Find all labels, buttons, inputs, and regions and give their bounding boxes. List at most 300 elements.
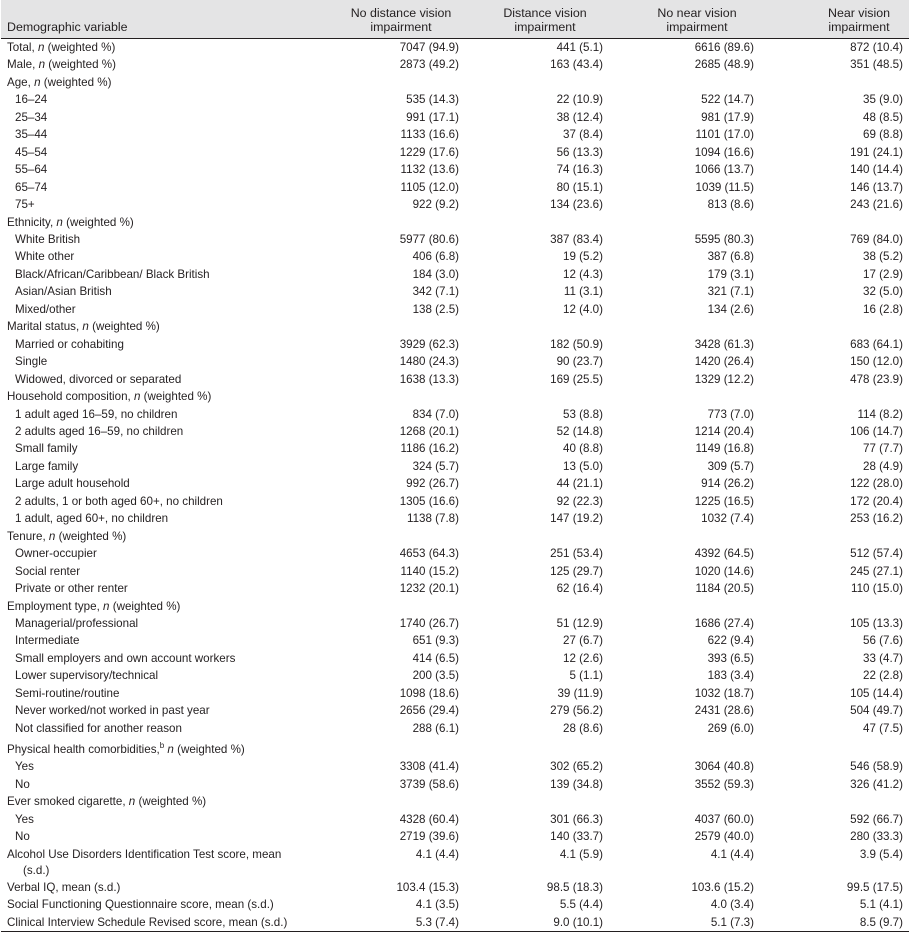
- cell-near-vi: 69 (8.8): [863, 128, 903, 142]
- row-label: Single: [15, 355, 48, 369]
- cell-distance-vi: 53 (8.8): [563, 407, 603, 421]
- cell-no-near-vi: 4.1 (4.4): [710, 847, 754, 861]
- cell-no-distance-vi: 3739 (58.6): [399, 777, 459, 791]
- cell-near-vi: 872 (10.4): [850, 41, 903, 54]
- cell-near-vi: 33 (4.7): [863, 651, 903, 665]
- cell-no-near-vi: 5595 (80.3): [694, 232, 754, 246]
- cell-no-distance-vi: 103.4 (15.3): [396, 880, 459, 894]
- table-row: [1, 39, 909, 57]
- row-label: Never worked/not worked in past year: [15, 704, 210, 718]
- cell-no-distance-vi: [313, 214, 465, 231]
- row-label: 2 adults aged 16–59, no children: [15, 424, 184, 438]
- table-body: [1, 39, 909, 932]
- row-label: Yes: [15, 760, 34, 774]
- row-label: Marital status, n (weighted %): [7, 320, 160, 334]
- cell-near-vi: [761, 793, 909, 810]
- table-row: [1, 828, 909, 845]
- cell-no-distance-vi: 2719 (39.6): [399, 830, 459, 844]
- cell-distance-vi: 182 (50.9): [550, 337, 603, 351]
- table-row: [1, 580, 909, 597]
- cell-distance-vi: [465, 598, 610, 615]
- cell-near-vi: 191 (24.1): [850, 145, 903, 159]
- table-row: [1, 458, 909, 475]
- header-no-near-vision-impairment: No near vision impairment: [657, 6, 737, 34]
- cell-no-distance-vi: 4.1 (3.5): [415, 898, 459, 912]
- cell-distance-vi: 13 (5.0): [563, 459, 603, 473]
- cell-no-distance-vi: 288 (6.1): [412, 721, 459, 735]
- table-row: [1, 615, 909, 632]
- row-label: Widowed, divorced or separated: [15, 372, 182, 386]
- row-label: Owner-occupier: [15, 547, 97, 561]
- row-label: Mixed/other: [15, 302, 76, 316]
- cell-no-near-vi: 622 (9.4): [707, 634, 754, 648]
- table-row: [1, 475, 909, 492]
- cell-near-vi: 35 (9.0): [863, 93, 903, 107]
- cell-near-vi: 17 (2.9): [863, 267, 903, 281]
- cell-no-distance-vi: [313, 793, 465, 810]
- cell-no-near-vi: [610, 318, 761, 335]
- cell-near-vi: 478 (23.9): [850, 372, 903, 386]
- cell-distance-vi: 12 (4.0): [563, 302, 603, 316]
- cell-no-distance-vi: 4653 (64.3): [399, 547, 459, 561]
- row-label: Ethnicity, n (weighted %): [7, 215, 134, 229]
- cell-distance-vi: 19 (5.2): [563, 250, 603, 264]
- row-label: 25–34: [15, 110, 48, 124]
- cell-near-vi: 280 (33.3): [850, 830, 903, 844]
- table-row: [1, 91, 909, 108]
- row-label: Social renter: [15, 564, 81, 578]
- row-label: Small family: [15, 442, 78, 456]
- table-row: [1, 179, 909, 196]
- table-row: [1, 493, 909, 510]
- table-row: [1, 702, 909, 719]
- cell-no-near-vi: 2579 (40.0): [694, 830, 754, 844]
- cell-distance-vi: 5 (1.1): [569, 669, 603, 683]
- cell-no-distance-vi: 1480 (24.3): [399, 355, 459, 369]
- cell-distance-vi: 4.1 (5.9): [559, 847, 603, 861]
- cell-no-near-vi: 393 (6.5): [707, 651, 754, 665]
- cell-near-vi: [761, 528, 909, 545]
- cell-no-near-vi: 1420 (26.4): [694, 355, 754, 369]
- cell-near-vi: [761, 214, 909, 231]
- cell-near-vi: 351 (48.5): [850, 58, 903, 72]
- row-label: Not classified for another reason: [15, 721, 182, 735]
- cell-near-vi: 172 (20.4): [850, 494, 903, 508]
- cell-distance-vi: 38 (12.4): [556, 110, 603, 124]
- cell-no-distance-vi: [313, 318, 465, 335]
- row-label: Physical health comorbidities,$^b$ n (weighted %): [7, 741, 245, 756]
- cell-near-vi: 546 (58.9): [850, 760, 903, 774]
- row-label: Alcohol Use Disorders Identification Test score, mean (s.d.): [7, 847, 282, 877]
- cell-distance-vi: 12 (4.3): [563, 267, 603, 281]
- cell-no-distance-vi: 992 (26.7): [406, 477, 459, 491]
- cell-no-distance-vi: 5977 (80.6): [399, 232, 459, 246]
- cell-no-near-vi: 1094 (16.6): [694, 145, 754, 159]
- cell-distance-vi: 279 (56.2): [550, 704, 603, 718]
- table-row: [1, 161, 909, 178]
- cell-near-vi: 769 (84.0): [850, 232, 903, 246]
- row-label: Employment type, n (weighted %): [7, 599, 181, 613]
- cell-near-vi: 110 (15.0): [851, 582, 903, 596]
- cell-no-distance-vi: 1740 (26.7): [399, 616, 459, 630]
- cell-no-near-vi: 2431 (28.6): [694, 704, 754, 718]
- table-row: [1, 248, 909, 265]
- cell-no-near-vi: 183 (3.4): [707, 669, 754, 683]
- table-row: [1, 109, 909, 126]
- row-label: 45–54: [15, 145, 48, 159]
- row-label: Managerial/professional: [15, 616, 139, 630]
- row-label: 2 adults, 1 or both aged 60+, no children: [15, 494, 223, 508]
- cell-distance-vi: 51 (12.9): [556, 616, 603, 630]
- cell-distance-vi: 140 (33.7): [550, 830, 603, 844]
- row-label: Total, n (weighted %): [7, 41, 116, 54]
- row-label: Household composition, n (weighted %): [7, 390, 212, 404]
- cell-near-vi: 28 (4.9): [863, 459, 903, 473]
- cell-no-distance-vi: [313, 528, 465, 545]
- cell-no-near-vi: 179 (3.1): [707, 267, 754, 281]
- cell-no-distance-vi: 1186 (16.2): [400, 442, 459, 456]
- table-row: [1, 510, 909, 527]
- cell-near-vi: [761, 74, 909, 91]
- cell-no-near-vi: 309 (5.7): [707, 459, 754, 473]
- cell-near-vi: 48 (8.5): [863, 110, 903, 124]
- cell-near-vi: 592 (66.7): [850, 812, 903, 826]
- row-label: Semi-routine/routine: [15, 686, 120, 700]
- cell-no-distance-vi: 1140 (15.2): [400, 564, 459, 578]
- row-label: Private or other renter: [15, 582, 128, 596]
- cell-no-near-vi: 4.0 (3.4): [710, 898, 754, 912]
- row-label: No: [15, 777, 30, 791]
- table-row: [1, 56, 909, 73]
- cell-near-vi: 122 (28.0): [850, 477, 903, 491]
- cell-no-distance-vi: 406 (6.8): [412, 250, 459, 264]
- cell-no-distance-vi: 5.3 (7.4): [313, 914, 465, 932]
- row-label: Large family: [15, 459, 79, 473]
- table-row: [1, 371, 909, 388]
- row-label: Black/African/Caribbean/ Black British: [15, 267, 210, 281]
- row-label: White other: [15, 250, 75, 264]
- table-row: [1, 318, 909, 335]
- cell-near-vi: [761, 737, 909, 758]
- cell-distance-vi: 92 (22.3): [556, 494, 603, 508]
- cell-distance-vi: 22 (10.9): [556, 93, 603, 107]
- cell-no-distance-vi: 3308 (41.4): [399, 760, 459, 774]
- cell-near-vi: 56 (7.6): [863, 634, 903, 648]
- cell-no-near-vi: 3064 (40.8): [694, 760, 754, 774]
- cell-no-near-vi: [610, 598, 761, 615]
- cell-distance-vi: 163 (43.4): [550, 58, 603, 72]
- cell-no-near-vi: 6616 (89.6): [694, 41, 754, 54]
- cell-no-near-vi: 981 (17.9): [701, 110, 754, 124]
- header-row: [1, 0, 909, 39]
- cell-no-near-vi: 3428 (61.3): [694, 337, 754, 351]
- footnote-marker: b: [159, 741, 165, 751]
- cell-no-distance-vi: 834 (7.0): [412, 407, 459, 421]
- demographics-table: [1, 0, 909, 932]
- header-near-vision-impairment: Near vision impairment: [828, 6, 890, 34]
- header-demographic-variable: Demographic variable: [1, 0, 313, 39]
- cell-no-near-vi: 1225 (16.5): [694, 494, 754, 508]
- table-row: [1, 720, 909, 737]
- cell-no-distance-vi: 4.1 (4.4): [415, 847, 459, 861]
- cell-distance-vi: 52 (14.8): [556, 424, 603, 438]
- cell-no-distance-vi: 535 (14.3): [406, 93, 459, 107]
- cell-no-distance-vi: 991 (17.1): [406, 110, 459, 124]
- cell-no-distance-vi: 1138 (7.8): [407, 512, 459, 526]
- cell-near-vi: 8.5 (9.7): [761, 914, 909, 932]
- table-row: [1, 914, 909, 932]
- table-row: [1, 758, 909, 775]
- cell-distance-vi: 40 (8.8): [563, 442, 603, 456]
- cell-near-vi: 32 (5.0): [863, 285, 903, 299]
- cell-no-distance-vi: [313, 737, 465, 758]
- row-label: No: [15, 830, 30, 844]
- table-row: [1, 353, 909, 370]
- table-row: [1, 301, 909, 318]
- cell-no-distance-vi: 1105 (12.0): [400, 180, 459, 194]
- cell-no-near-vi: 2685 (48.9): [694, 58, 754, 72]
- table-row: [1, 528, 909, 545]
- cell-no-distance-vi: 3929 (62.3): [399, 337, 459, 351]
- row-label: Yes: [15, 812, 34, 826]
- table-row: [1, 440, 909, 457]
- cell-no-distance-vi: 1132 (13.6): [400, 163, 459, 177]
- cell-no-distance-vi: 1229 (17.6): [399, 145, 459, 159]
- row-label: 16–24: [15, 93, 48, 107]
- cell-distance-vi: 169 (25.5): [550, 372, 603, 386]
- cell-distance-vi: 98.5 (18.3): [546, 880, 603, 894]
- cell-no-near-vi: [610, 214, 761, 231]
- cell-no-near-vi: 1686 (27.4): [694, 616, 754, 630]
- cell-no-near-vi: [610, 388, 761, 405]
- cell-distance-vi: 56 (13.3): [556, 145, 603, 159]
- table-row: [1, 214, 909, 231]
- cell-near-vi: 47 (7.5): [863, 721, 903, 735]
- cell-no-distance-vi: 200 (3.5): [412, 669, 459, 683]
- cell-near-vi: [761, 388, 909, 405]
- table-row: [1, 811, 909, 828]
- cell-distance-vi: 387 (83.4): [550, 232, 603, 246]
- cell-near-vi: 16 (2.8): [863, 302, 903, 316]
- table-row: [1, 737, 909, 758]
- cell-no-near-vi: 773 (7.0): [707, 407, 754, 421]
- cell-no-near-vi: 1032 (18.7): [694, 686, 754, 700]
- cell-near-vi: 253 (16.2): [850, 512, 903, 526]
- cell-no-near-vi: 4392 (64.5): [694, 547, 754, 561]
- table-row: [1, 266, 909, 283]
- row-label: Verbal IQ, mean (s.d.): [7, 880, 121, 894]
- header-no-distance-vision-impairment: No distance vision impairment: [350, 6, 452, 34]
- cell-distance-vi: 147 (19.2): [550, 512, 603, 526]
- cell-no-near-vi: 1329 (12.2): [694, 372, 754, 386]
- cell-distance-vi: 301 (66.3): [550, 812, 603, 826]
- table-row: [1, 685, 909, 702]
- cell-no-distance-vi: 324 (5.7): [412, 459, 459, 473]
- cell-distance-vi: [465, 214, 610, 231]
- table-row: [1, 632, 909, 649]
- table-row: [1, 423, 909, 440]
- cell-no-near-vi: [610, 74, 761, 91]
- cell-no-near-vi: 387 (6.8): [707, 250, 754, 264]
- cell-distance-vi: 11 (3.1): [563, 285, 603, 299]
- cell-distance-vi: [465, 793, 610, 810]
- cell-no-near-vi: 813 (8.6): [707, 198, 754, 212]
- cell-distance-vi: 251 (53.4): [550, 547, 603, 561]
- cell-no-near-vi: [610, 793, 761, 810]
- row-label: 1 adult, aged 60+, no children: [15, 512, 169, 526]
- cell-near-vi: 99.5 (17.5): [846, 880, 903, 894]
- cell-near-vi: 3.9 (5.4): [859, 847, 903, 861]
- cell-no-distance-vi: 1133 (16.6): [400, 128, 459, 142]
- cell-near-vi: 504 (49.7): [850, 704, 903, 718]
- cell-no-distance-vi: 1232 (20.1): [399, 582, 459, 596]
- cell-distance-vi: 90 (23.7): [556, 355, 603, 369]
- table-row: [1, 406, 909, 423]
- table-row: [1, 650, 909, 667]
- cell-no-distance-vi: 1638 (13.3): [399, 372, 459, 386]
- cell-no-distance-vi: 2656 (29.4): [399, 704, 459, 718]
- cell-no-near-vi: 1039 (11.5): [695, 180, 754, 194]
- row-label: Male, n (weighted %): [7, 58, 116, 72]
- table-row: [1, 598, 909, 615]
- row-label: Age, n (weighted %): [7, 75, 112, 89]
- table-row: [1, 126, 909, 143]
- cell-no-near-vi: 3552 (59.3): [694, 777, 754, 791]
- cell-near-vi: 77 (7.7): [863, 442, 903, 456]
- cell-near-vi: 106 (14.7): [850, 424, 903, 438]
- cell-no-distance-vi: 1098 (18.6): [399, 686, 459, 700]
- row-label: Social Functioning Questionnaire score, mean (s.d.): [7, 898, 274, 912]
- cell-no-near-vi: 134 (2.6): [707, 302, 754, 316]
- cell-no-distance-vi: 1305 (16.6): [399, 494, 459, 508]
- cell-no-near-vi: [610, 737, 761, 758]
- row-label: 1 adult aged 16–59, no children: [15, 407, 178, 421]
- cell-distance-vi: 39 (11.9): [557, 686, 603, 700]
- cell-no-near-vi: 1149 (16.8): [695, 442, 754, 456]
- table-row: [1, 388, 909, 405]
- cell-no-near-vi: 321 (7.1): [707, 285, 754, 299]
- cell-distance-vi: 134 (23.6): [550, 198, 603, 212]
- cell-no-distance-vi: 2873 (49.2): [399, 58, 459, 72]
- cell-no-distance-vi: 651 (9.3): [412, 634, 459, 648]
- cell-distance-vi: [465, 388, 610, 405]
- cell-no-distance-vi: 4328 (60.4): [399, 812, 459, 826]
- cell-no-distance-vi: 138 (2.5): [412, 302, 459, 316]
- cell-no-near-vi: 1101 (17.0): [695, 128, 754, 142]
- cell-distance-vi: [465, 737, 610, 758]
- table-row: [1, 793, 909, 810]
- table-row: [1, 846, 909, 879]
- row-label: Married or cohabiting: [15, 337, 124, 351]
- cell-no-near-vi: 103.6 (15.2): [691, 880, 754, 894]
- cell-near-vi: 140 (14.4): [850, 163, 903, 177]
- table-row: [1, 144, 909, 161]
- cell-distance-vi: [465, 528, 610, 545]
- cell-near-vi: 22 (2.8): [863, 669, 903, 683]
- table-row: [1, 776, 909, 793]
- cell-near-vi: 326 (41.2): [850, 777, 903, 791]
- row-label: 75+: [15, 198, 35, 212]
- cell-distance-vi: [465, 74, 610, 91]
- cell-no-distance-vi: 414 (6.5): [412, 651, 459, 665]
- cell-near-vi: 38 (5.2): [863, 250, 903, 264]
- cell-near-vi: 5.1 (4.1): [859, 898, 903, 912]
- cell-distance-vi: 125 (29.7): [550, 564, 603, 578]
- cell-no-near-vi: 914 (26.2): [701, 477, 754, 491]
- cell-distance-vi: 302 (65.2): [550, 760, 603, 774]
- cell-distance-vi: 9.0 (10.1): [465, 914, 610, 932]
- cell-distance-vi: 62 (16.4): [556, 582, 603, 596]
- cell-no-near-vi: 1214 (20.4): [694, 424, 754, 438]
- cell-distance-vi: 74 (16.3): [556, 163, 603, 177]
- table-row: [1, 336, 909, 353]
- cell-no-distance-vi: [313, 74, 465, 91]
- row-label: Lower supervisory/technical: [15, 669, 159, 683]
- cell-distance-vi: 37 (8.4): [563, 128, 603, 142]
- row-label: Small employers and own account workers: [15, 651, 236, 665]
- cell-no-near-vi: 1020 (14.6): [694, 564, 754, 578]
- table-row: [1, 545, 909, 562]
- table-row: [1, 879, 909, 896]
- row-label: Intermediate: [15, 634, 80, 648]
- cell-distance-vi: 139 (34.8): [550, 777, 603, 791]
- cell-distance-vi: 12 (2.6): [563, 651, 603, 665]
- cell-no-distance-vi: 184 (3.0): [412, 267, 459, 281]
- table-row: [1, 74, 909, 91]
- cell-distance-vi: 80 (15.1): [556, 180, 603, 194]
- table-row: [1, 563, 909, 580]
- cell-distance-vi: 441 (5.1): [556, 41, 603, 54]
- cell-no-near-vi: 1066 (13.7): [694, 163, 754, 177]
- row-label: 35–44: [15, 128, 48, 142]
- cell-near-vi: 150 (12.0): [850, 355, 903, 369]
- cell-no-distance-vi: [313, 598, 465, 615]
- row-label: Tenure, n (weighted %): [7, 529, 127, 543]
- cell-no-distance-vi: 7047 (94.9): [399, 41, 459, 54]
- row-label: Clinical Interview Schedule Revised score, mean (s.d.): [1, 914, 313, 932]
- table-row: [1, 231, 909, 248]
- row-label: 55–64: [15, 163, 48, 177]
- cell-near-vi: [761, 318, 909, 335]
- cell-near-vi: 114 (8.2): [857, 407, 903, 421]
- cell-near-vi: 245 (27.1): [850, 564, 903, 578]
- cell-no-near-vi: 1032 (7.4): [701, 512, 754, 526]
- cell-no-distance-vi: 922 (9.2): [412, 198, 459, 212]
- cell-near-vi: 146 (13.7): [850, 180, 903, 194]
- cell-near-vi: 512 (57.4): [850, 547, 903, 561]
- cell-no-distance-vi: 1268 (20.1): [399, 424, 459, 438]
- cell-no-near-vi: 522 (14.7): [701, 93, 754, 107]
- cell-no-distance-vi: [313, 388, 465, 405]
- cell-no-near-vi: 269 (6.0): [707, 721, 754, 735]
- cell-near-vi: 243 (21.6): [850, 198, 903, 212]
- cell-no-near-vi: 4037 (60.0): [694, 812, 754, 826]
- table-row: [1, 667, 909, 684]
- cell-no-near-vi: [610, 528, 761, 545]
- table-row: [1, 196, 909, 213]
- row-label: Ever smoked cigarette, n (weighted %): [7, 795, 207, 809]
- cell-near-vi: [761, 598, 909, 615]
- cell-distance-vi: 28 (8.6): [563, 721, 603, 735]
- cell-no-near-vi: 5.1 (7.3): [610, 914, 761, 932]
- row-label: White British: [15, 232, 81, 246]
- cell-no-distance-vi: 342 (7.1): [412, 285, 459, 299]
- cell-distance-vi: 5.5 (4.4): [559, 898, 603, 912]
- row-label: Large adult household: [15, 477, 130, 491]
- cell-no-near-vi: 1184 (20.5): [695, 582, 754, 596]
- table-row: [1, 896, 909, 913]
- cell-distance-vi: 27 (6.7): [563, 634, 603, 648]
